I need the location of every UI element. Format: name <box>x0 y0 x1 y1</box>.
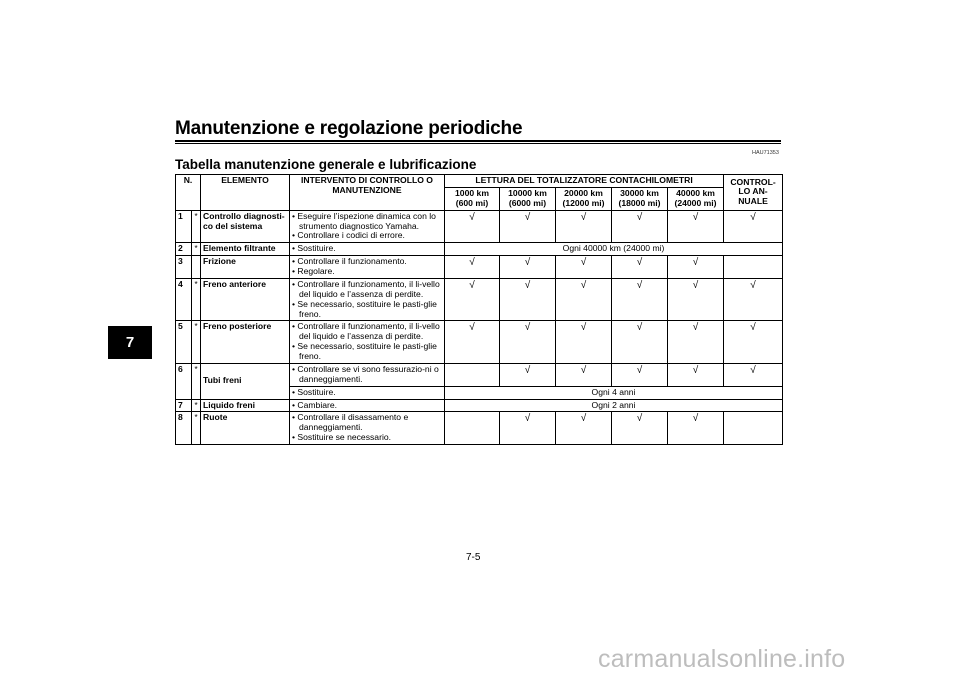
action-list <box>292 413 442 443</box>
element-name: Frizione <box>201 256 290 279</box>
row-number: 1 <box>176 210 192 243</box>
check-mark: √ <box>445 256 500 279</box>
action-item: • Sostituire. <box>292 388 442 398</box>
interval-span-text: Ogni 4 anni <box>445 386 783 399</box>
check-mark: √ <box>556 256 612 279</box>
page-title: Manutenzione e regolazione periodiche <box>175 118 523 139</box>
action-cell <box>290 256 445 279</box>
check-mark: √ <box>668 278 724 321</box>
star-marker: * <box>192 399 201 412</box>
header-num: N. <box>176 175 201 211</box>
header-interval: 20000 km (12000 mi) <box>556 187 612 210</box>
action-item: • Controllare se vi sono fessurazio-ni o danneggiamenti. <box>292 365 442 385</box>
header-annual: CONTROL-LO AN-NUALE <box>724 175 783 211</box>
action-list <box>292 388 442 398</box>
check-mark: √ <box>612 256 668 279</box>
action-item: • Regolare. <box>292 267 442 277</box>
action-item: • Controllare il funzionamento, il li-vello del liquido e l’assenza di perdite. <box>292 322 442 342</box>
star-marker: * <box>192 321 201 364</box>
check-mark: √ <box>445 278 500 321</box>
annual-check-mark: √ <box>724 210 783 243</box>
table-row <box>176 412 783 445</box>
action-item: • Controllare i codici di errore. <box>292 231 442 241</box>
check-mark: √ <box>556 363 612 386</box>
action-item: • Sostituire se necessario. <box>292 433 442 443</box>
table-row <box>176 363 783 386</box>
row-number: 6 <box>176 363 192 399</box>
action-item: • Cambiare. <box>292 401 442 411</box>
action-item: • Controllare il funzionamento, il li-vello del liquido e l’assenza di perdite. <box>292 280 442 300</box>
check-mark: √ <box>612 210 668 243</box>
check-mark: √ <box>500 210 556 243</box>
element-name: Tubi freni <box>201 363 290 399</box>
title-rule <box>175 140 781 142</box>
check-mark: √ <box>668 412 724 445</box>
empty-cell <box>445 412 500 445</box>
reference-code: HAU71353 <box>752 150 779 156</box>
action-item: • Sostituire. <box>292 244 442 254</box>
star-marker: * <box>192 278 201 321</box>
element-name: Elemento filtrante <box>201 243 290 256</box>
check-mark: √ <box>556 278 612 321</box>
table-row <box>176 256 783 279</box>
element-name: Liquido freni <box>201 399 290 412</box>
check-mark: √ <box>445 210 500 243</box>
row-number: 5 <box>176 321 192 364</box>
action-cell <box>290 412 445 445</box>
action-cell <box>290 210 445 243</box>
action-item: • Controllare il funzionamento. <box>292 257 442 267</box>
row-number: 8 <box>176 412 192 445</box>
check-mark: √ <box>668 256 724 279</box>
empty-cell <box>724 256 783 279</box>
row-number: 3 <box>176 256 192 279</box>
star-marker: * <box>192 412 201 445</box>
action-list <box>292 280 442 320</box>
check-mark: √ <box>500 412 556 445</box>
element-name: Freno anteriore <box>201 278 290 321</box>
action-list <box>292 401 442 411</box>
star-marker: * <box>192 363 201 399</box>
interval-span-text: Ogni 40000 km (24000 mi) <box>445 243 783 256</box>
header-odometer: LETTURA DEL TOTALIZZATORE CONTACHILOMETRI <box>445 175 724 188</box>
interval-span-text: Ogni 2 anni <box>445 399 783 412</box>
check-mark: √ <box>500 321 556 364</box>
element-name: Freno posteriore <box>201 321 290 364</box>
check-mark: √ <box>612 363 668 386</box>
check-mark: √ <box>612 412 668 445</box>
check-mark: √ <box>556 412 612 445</box>
action-list <box>292 365 442 385</box>
check-mark: √ <box>668 363 724 386</box>
header-element: ELEMENTO <box>201 175 290 211</box>
chapter-tab: 7 <box>108 326 152 359</box>
empty-cell <box>724 412 783 445</box>
action-list <box>292 212 442 242</box>
table-row <box>176 243 783 256</box>
star-marker: * <box>192 243 201 256</box>
maintenance-table <box>175 174 783 445</box>
annual-check-mark: √ <box>724 278 783 321</box>
action-cell <box>290 363 445 386</box>
action-list <box>292 244 442 254</box>
action-cell <box>290 386 445 399</box>
check-mark: √ <box>556 210 612 243</box>
check-mark: √ <box>668 210 724 243</box>
action-cell <box>290 243 445 256</box>
header-interval: 1000 km (600 mi) <box>445 187 500 210</box>
action-list <box>292 257 442 277</box>
check-mark: √ <box>500 278 556 321</box>
action-cell <box>290 321 445 364</box>
action-item: • Se necessario, sostituire le pasti-glie freno. <box>292 300 442 320</box>
check-mark: √ <box>556 321 612 364</box>
action-item: • Se necessario, sostituire le pasti-glie freno. <box>292 342 442 362</box>
action-item: • Eseguire l’ispezione dinamica con lo strumento diagnostico Yamaha. <box>292 212 442 232</box>
annual-check-mark: √ <box>724 321 783 364</box>
table-row <box>176 278 783 321</box>
header-intervention: INTERVENTO DI CONTROLLO O MANUTENZIONE <box>290 175 445 211</box>
check-mark: √ <box>612 321 668 364</box>
action-cell <box>290 278 445 321</box>
row-number: 2 <box>176 243 192 256</box>
table-body <box>176 210 783 444</box>
row-number: 7 <box>176 399 192 412</box>
table-row <box>176 210 783 243</box>
empty-cell <box>445 363 500 386</box>
header-interval: 30000 km (18000 mi) <box>612 187 668 210</box>
title-rule-thin <box>175 143 781 144</box>
action-item: • Controllare il disassamento e danneggiamenti. <box>292 413 442 433</box>
annual-check-mark: √ <box>724 363 783 386</box>
star-marker <box>192 256 201 279</box>
header-interval: 40000 km (24000 mi) <box>668 187 724 210</box>
section-title: Tabella manutenzione generale e lubrificazione <box>175 157 477 172</box>
check-mark: √ <box>500 363 556 386</box>
check-mark: √ <box>612 278 668 321</box>
check-mark: √ <box>445 321 500 364</box>
header-interval: 10000 km (6000 mi) <box>500 187 556 210</box>
element-name: Ruote <box>201 412 290 445</box>
action-cell <box>290 399 445 412</box>
table-row <box>176 399 783 412</box>
star-marker: * <box>192 210 201 243</box>
page-number: 7-5 <box>466 552 481 563</box>
row-number: 4 <box>176 278 192 321</box>
watermark: carmanualsonline.info <box>598 645 846 673</box>
check-mark: √ <box>500 256 556 279</box>
table-row <box>176 321 783 364</box>
check-mark: √ <box>668 321 724 364</box>
element-name: Controllo diagnosti-co del sistema <box>201 210 290 243</box>
action-list <box>292 322 442 362</box>
